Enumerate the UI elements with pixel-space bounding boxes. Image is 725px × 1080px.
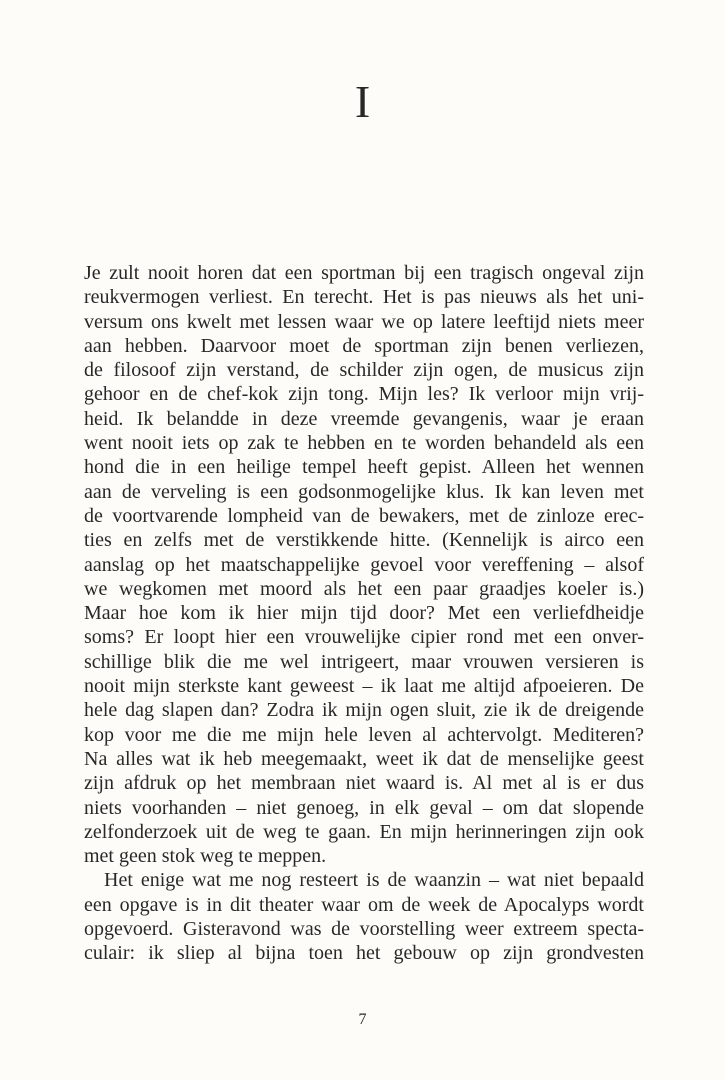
text-line: soms? Er loopt hier een vrouwelijke cipier rond met een onver- (84, 626, 644, 649)
text-line: schillige blik die me wel intrigeert, maar vrouwen versieren is (84, 650, 644, 673)
text-line: kop voor me die me mijn hele leven al achtervolgt. Mediteren? (84, 723, 644, 746)
text-line: aan hebben. Daarvoor moet de sportman zijn benen verliezen, (84, 334, 644, 357)
text-line: versum ons kwelt met lessen waar we op latere leeftijd niets meer (84, 310, 644, 333)
text-line: aanslag op het maatschappelijke gevoel voor vereffening – alsof (84, 553, 644, 576)
text-line: hond die in een heilige tempel heeft gepist. Alleen het wennen (84, 456, 644, 479)
text-line: Na alles wat ik heb meegemaakt, weet ik dat de menselijke geest (84, 747, 644, 770)
text-line: Het enige wat me nog resteert is de waanzin – wat niet bepaald (104, 869, 644, 892)
text-line: culair: ik sliep al bijna toen het gebouw op zijn grondvesten (84, 942, 644, 965)
text-line: met geen stok weg te meppen. (84, 845, 327, 868)
text-line: heid. Ik belandde in deze vreemde gevangenis, waar je eraan (84, 407, 644, 430)
text-line: zelfonderzoek uit de weg te gaan. En mijn herinneringen zijn ook (84, 820, 644, 843)
text-line: reukvermogen verliest. En terecht. Het is pas nieuws als het uni- (84, 286, 644, 309)
text-line: een opgave is in dit theater waar om de week de Apocalyps wordt (84, 893, 644, 916)
text-line: aan de verveling is een godsonmogelijke klus. Ik kan leven met (84, 480, 644, 503)
page-number: 7 (358, 1011, 367, 1028)
text-line: niets voorhanden – niet genoeg, in elk geval – om dat slopende (84, 796, 644, 819)
text-line: went nooit iets op zak te hebben en te worden behandeld als een (84, 432, 644, 455)
text-line: de voortvarende lompheid van de bewakers, met de zinloze erec- (84, 504, 644, 527)
chapter-body-text (84, 261, 644, 966)
text-line: ties en zelfs met de verstikkende hitte. (Kennelijk is airco een (84, 529, 644, 552)
text-line: nooit mijn sterkste kant geweest – ik laat me altijd afpoeieren. De (84, 675, 644, 698)
text-line: opgevoerd. Gisteravond was de voorstelling weer extreem specta- (84, 918, 644, 941)
text-line: hele dag slapen dan? Zodra ik mijn ogen sluit, zie ik de dreigende (84, 699, 644, 722)
text-line: Maar hoe kom ik hier mijn tijd door? Met een verliefdheidje (84, 602, 644, 625)
text-line: zijn afdruk op het membraan niet waard is. Al met al is er dus (84, 772, 644, 795)
text-line: gehoor en de chef-kok zijn tong. Mijn les? Ik verloor mijn vrij- (84, 383, 644, 406)
text-line: we wegkomen met moord als het een paar graadjes koeler is.) (84, 577, 644, 600)
text-line: Je zult nooit horen dat een sportman bij een tragisch ongeval zijn (84, 262, 644, 284)
chapter-number: I (354, 76, 371, 127)
text-line: de filosoof zijn verstand, de schilder zijn ogen, de musicus zijn (84, 359, 644, 382)
